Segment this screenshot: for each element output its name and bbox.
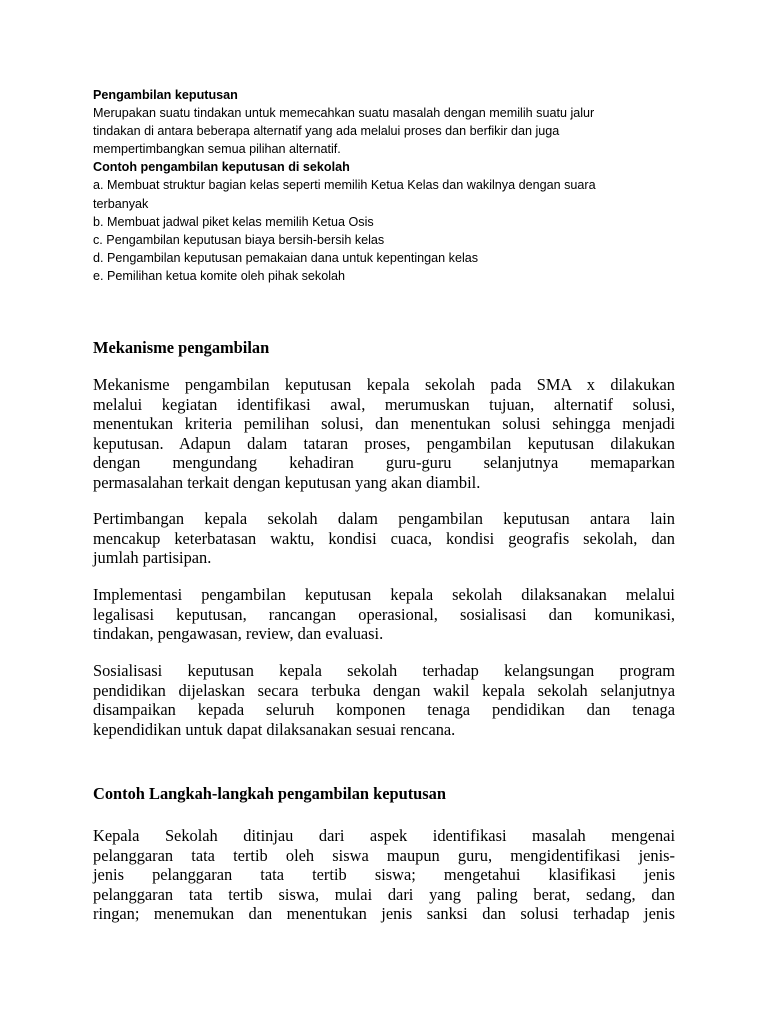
definition-line: Merupakan suatu tindakan untuk memecahkan suatu masalah dengan memilih suatu jalur <box>93 106 595 121</box>
paragraph <box>93 661 675 739</box>
text-line: Mekanisme pengambilan keputusan kepala sekolah pada SMA x dilakukan <box>93 375 675 394</box>
definition-line: tindakan di antara beberapa alternatif yang ada melalui proses dan berfikir dan juga <box>93 124 560 139</box>
text-line: menentukan kriteria pemilihan solusi, dan menentukan solusi sehingga menjadi <box>93 414 675 433</box>
text-line: keputusan. Adapun dalam tataran proses, pengambilan keputusan dilakukan <box>93 433 675 453</box>
example-item: terbanyak <box>93 196 149 211</box>
text-line: Pertimbangan kepala sekolah dalam pengambilan keputusan antara lain <box>93 509 675 528</box>
example-item: b. Membuat jadwal piket kelas memilih Ketua Osis <box>93 214 374 229</box>
example-item: c. Pengambilan keputusan biaya bersih-bersih kelas <box>93 232 385 247</box>
section-heading: Mekanisme pengambilan <box>93 338 270 357</box>
paragraph <box>93 585 675 644</box>
examples-title: Contoh pengambilan keputusan di sekolah <box>93 160 350 175</box>
text-line: tindakan, pengawasan, review, dan evaluasi. <box>93 624 384 643</box>
definition-line: mempertimbangkan semua pilihan alternatif. <box>93 142 341 157</box>
text-line: disampaikan kepada seluruh komponen tenaga pendidikan dan tenaga <box>93 700 675 719</box>
text-line: dengan mengundang kehadiran guru-guru selanjutnya memaparkan <box>93 453 675 472</box>
text-line: pelanggaran tata tertib siswa, mulai dari yang paling berat, sedang, dan <box>93 884 675 904</box>
text-line: permasalahan terkait dengan keputusan yang akan diambil. <box>93 472 481 492</box>
example-item: d. Pengambilan keputusan pemakaian dana untuk kepentingan kelas <box>93 250 479 265</box>
text-line: pelanggaran tata tertib oleh siswa maupun guru, mengidentifikasi jenis- <box>93 845 675 865</box>
section-heading: Contoh Langkah-langkah pengambilan keputusan <box>93 784 446 803</box>
text-line: Kepala Sekolah ditinjau dari aspek identifikasi masalah mengenai <box>93 826 675 845</box>
text-line: Sosialisasi keputusan kepala sekolah terhadap kelangsungan program <box>93 661 675 680</box>
text-line: mencakup keterbatasan waktu, kondisi cuaca, kondisi geografis sekolah, dan <box>93 528 675 548</box>
text-line: legalisasi keputusan, rancangan operasional, sosialisasi dan komunikasi, <box>93 604 675 624</box>
paragraph <box>93 826 675 924</box>
text-line: kependidikan untuk dapat dilaksanakan sesuai rencana. <box>93 719 456 739</box>
text-line: melalui kegiatan identifikasi awal, merumuskan tujuan, alternatif solusi, <box>93 394 675 414</box>
example-item: a. Membuat struktur bagian kelas seperti memilih Ketua Kelas dan wakilnya dengan suara <box>93 178 596 193</box>
text-line: Implementasi pengambilan keputusan kepala sekolah dilaksanakan melalui <box>93 585 675 604</box>
notes-block <box>93 86 693 285</box>
paragraph <box>93 509 675 568</box>
section-title: Pengambilan keputusan <box>93 88 238 102</box>
text-line: jenis pelanggaran tata tertib siswa; mengetahui klasifikasi jenis <box>93 865 675 884</box>
text-line: ringan; menemukan dan menentukan jenis sanksi dan solusi terhadap jenis <box>93 904 675 923</box>
paragraph <box>93 375 675 492</box>
text-line: jumlah partisipan. <box>93 548 212 567</box>
example-item: e. Pemilihan ketua komite oleh pihak sekolah <box>93 268 346 283</box>
text-line: pendidikan dijelaskan secara terbuka dengan wakil kepala sekolah selanjutnya <box>93 680 675 700</box>
